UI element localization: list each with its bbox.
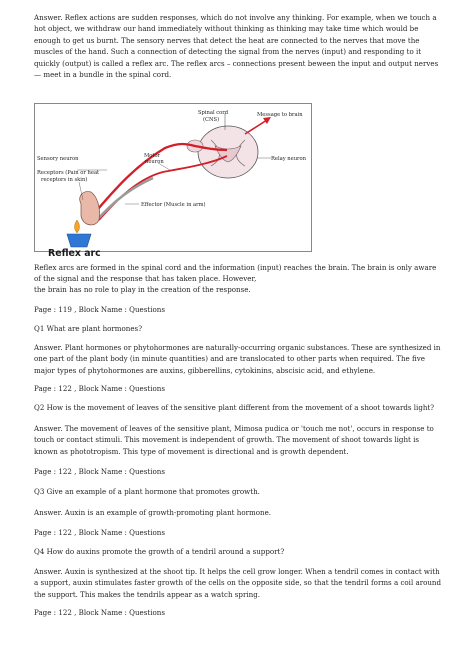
answer-3: Answer. Auxin is an example of growth-promoting plant hormone. (34, 508, 272, 517)
label-sensory-neuron: Sensory neuron (37, 156, 79, 162)
label-spinal-cord: Spinal cord (198, 110, 229, 116)
label-motor-neuron-line1: Motor (144, 153, 161, 159)
label-cns: (CNS) (203, 117, 220, 123)
reflex-arc-illustration (35, 104, 311, 251)
label-motor-neuron-line2: neuron (145, 159, 164, 165)
label-receptors-line1: Receptors (Pain or heat (37, 170, 100, 176)
page-ref-122c: Page : 122 , Block Name : Questions (34, 528, 165, 537)
page-ref-122a: Page : 122 , Block Name : Questions (34, 384, 165, 393)
para-brain-role: the brain has no role to play in the creation of the response. (34, 285, 251, 294)
label-effector: Effector (Muscle in arm) (141, 202, 206, 208)
intro-answer-paragraph: Answer. Reflex actions are sudden responses, which do not involve any thinking. For example, when we touch a hot object, we withdraw our hand immediately without thinking as thinking may take time which would be enough to get us burnt. The sensory nerves that detect the heat are connected to the nerves that move the muscles of the hand. Such a connection of detecting the signal from the nerves (input) and responding to it quickly (output) is called a reflex arc. The reflex arcs – connections present beween the input and output nerves — meet in a bundle in the spinal cord. (34, 13, 439, 80)
answer-1: Answer. Plant hormones or phytohormones are naturally-occurring organic substances. These are synthesized in one part of the plant body (in minute quantities) and are translocated to other parts when required. The five major types of phytohormones are auxins, gibberellins, cytokinins, abscisic acid, and ethylene. (34, 343, 441, 375)
answer-2: Answer. The movement of leaves of the sensitive plant, Mimosa pudica or 'touch me not', occurs in response to touch or contact stimuli. This movement is independent of growth. The movement of shoot towards light is known as phototropism. This type of movement is directional and is growth dependent. (34, 424, 434, 456)
question-4: Q4 How do auxins promote the growth of a tendril around a support? (34, 547, 285, 556)
question-2: Q2 How is the movement of leaves of the sensitive plant different from the movement of a shoot towards light? (34, 403, 435, 412)
page-ref-119: Page : 119 , Block Name : Questions (34, 305, 165, 314)
label-receptors-line2: receptors in skin) (41, 177, 88, 183)
label-message-to-brain: Message to brain (257, 112, 303, 118)
figure-caption: Reflex arc (48, 248, 101, 259)
para-reflex-arcs: Reflex arcs are formed in the spinal cord and the information (input) reaches the brain. The brain is only aware of the signal and the response that has taken place. However, (34, 263, 437, 284)
question-3: Q3 Give an example of a plant hormone that promotes growth. (34, 487, 260, 496)
page-ref-122d: Page : 122 , Block Name : Questions (34, 608, 165, 617)
question-1: Q1 What are plant hormones? (34, 324, 143, 333)
reflex-arc-diagram (34, 103, 312, 252)
page-ref-122b: Page : 122 , Block Name : Questions (34, 467, 165, 476)
label-relay-neuron: Relay neuron (271, 156, 307, 162)
answer-4: Answer. Auxin is synthesized at the shoot tip. It helps the cell grow longer. When a tendril comes in contact with a support, auxin stimulates faster growth of the cells on the opposite side, so that the tendril forms a coil around the support. This makes the tendrils appear as a watch spring. (34, 567, 442, 599)
